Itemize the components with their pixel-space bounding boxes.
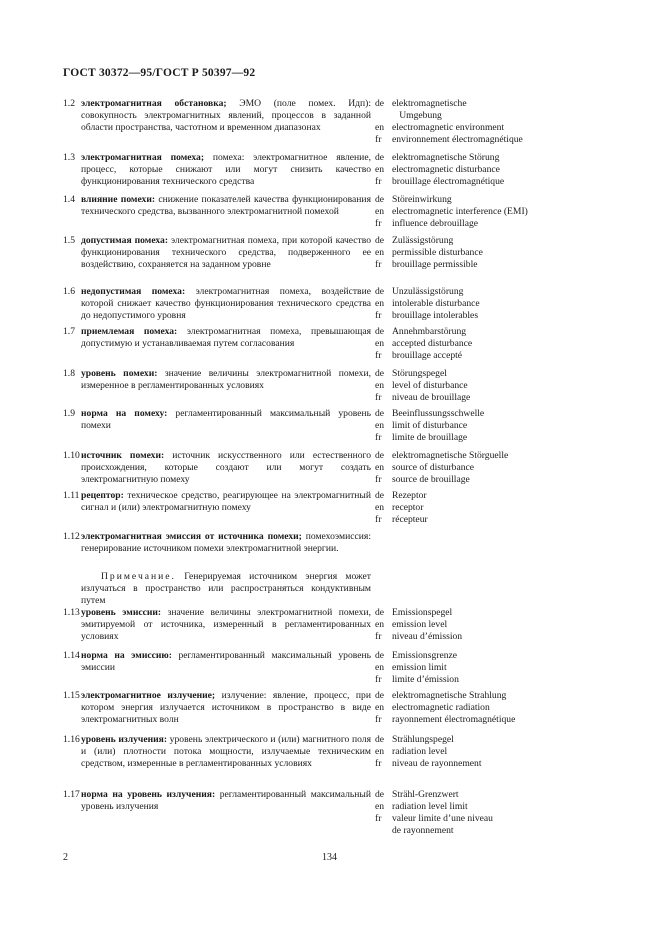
language-code: de	[375, 194, 385, 205]
translations	[375, 789, 605, 837]
translated-term: emission limit	[392, 662, 447, 673]
definition-text: излучение: явление, процесс, при котором энергия излучается источником в пространство в виде электромагнитных волн	[81, 690, 371, 725]
translated-term: Emissionsgrenze	[392, 650, 458, 661]
translation-row	[375, 176, 605, 188]
translation-row	[375, 368, 605, 380]
translation-row	[375, 380, 605, 392]
term-name: недопустимая помеха:	[81, 286, 186, 297]
translations	[375, 408, 605, 444]
translation-row	[375, 235, 605, 247]
language-code: fr	[375, 310, 382, 321]
translated-term: Strählungspegel	[392, 734, 454, 745]
language-code: de	[375, 98, 385, 109]
term-definition	[81, 368, 371, 392]
translation-row	[375, 350, 605, 362]
translated-term: intolerable disturbance	[392, 298, 480, 309]
language-code: en	[375, 206, 385, 217]
translated-term: Beeinflussungsschwelle	[392, 408, 485, 419]
translation-row	[375, 450, 605, 462]
translated-term: electromagnetic environment	[392, 122, 505, 133]
translation-row	[375, 286, 605, 298]
translation-row	[375, 490, 605, 502]
translated-term: brouillage accepté	[392, 350, 463, 361]
translated-term: Rezeptor	[392, 490, 427, 501]
language-code: en	[375, 502, 385, 513]
term-number: 1.7	[63, 326, 75, 337]
term-name: уровень излучения:	[81, 734, 168, 745]
language-code: en	[375, 746, 385, 757]
language-code: de	[375, 368, 385, 379]
translated-term: Strähl-Grenzwert	[392, 789, 459, 800]
translation-row	[375, 206, 605, 218]
translation-row	[375, 122, 605, 134]
term-definition	[81, 152, 371, 188]
translation-row	[375, 514, 605, 526]
term-definition	[81, 194, 371, 218]
translation-row	[375, 502, 605, 514]
language-code	[375, 825, 392, 837]
translation-row	[375, 194, 605, 206]
translation-row	[375, 259, 605, 271]
translated-term: Annehmbarstörung	[392, 326, 467, 337]
term-number: 1.17	[63, 789, 80, 800]
term-number: 1.16	[63, 734, 80, 745]
translation-row	[375, 690, 605, 702]
translated-term: electromagnetic disturbance	[392, 164, 500, 175]
term-name: электромагнитная обстановка;	[81, 98, 227, 109]
language-code: de	[375, 789, 385, 800]
term-number: 1.15	[63, 690, 80, 701]
translation-row	[375, 631, 605, 643]
term-name: электромагнитное излучение;	[81, 690, 216, 701]
translation-row	[375, 789, 605, 801]
translation-row	[375, 650, 605, 662]
language-code: fr	[375, 674, 382, 685]
term-definition	[81, 650, 371, 674]
language-code: en	[375, 380, 385, 391]
translation-row	[375, 607, 605, 619]
term-number: 1.9	[63, 408, 75, 419]
term-name: норма на эмиссию:	[81, 650, 172, 661]
translation-row	[375, 134, 605, 146]
translation-row	[375, 218, 605, 230]
translated-term: Störungspegel	[392, 368, 447, 379]
definition-text: значение величины электромагнитной помехи, измеренное в регламентированных условиях	[81, 368, 371, 391]
translations	[375, 286, 605, 322]
definition-text: источник искусственного или естественного происхождения, которые создают или могут создать электромагнитную помеху	[81, 450, 371, 485]
term-definition	[81, 326, 371, 350]
term-number: 1.3	[63, 152, 75, 163]
language-code: fr	[375, 758, 382, 769]
translation-row	[375, 702, 605, 714]
translated-term: influence debrouillage	[392, 218, 479, 229]
translated-term: level of disturbance	[392, 380, 468, 391]
translations	[375, 734, 605, 770]
term-number: 1.12	[63, 531, 80, 542]
translation-row	[375, 247, 605, 259]
translated-term: receptor	[392, 502, 424, 513]
translation-row	[375, 734, 605, 746]
language-code: en	[375, 801, 385, 812]
term-name: уровень помехи:	[81, 368, 158, 379]
translated-term: elektromagnetische Störung	[392, 152, 500, 163]
translation-row	[375, 801, 605, 813]
language-code: fr	[375, 474, 382, 485]
translated-term: limite d’émission	[392, 674, 459, 685]
translations	[375, 607, 605, 643]
term-number: 1.5	[63, 235, 75, 246]
translated-term: Umgebung	[392, 110, 442, 121]
translated-term: limit of disturbance	[392, 420, 468, 431]
translated-term: brouillage électromagnétique	[392, 176, 505, 187]
translation-row	[375, 152, 605, 164]
language-code: fr	[375, 714, 382, 725]
definition-text: снижение показателей качества функционирования технического средства, вызванного электромагнитной помехой	[81, 194, 371, 217]
language-code: fr	[375, 134, 382, 145]
term-definition	[81, 490, 371, 514]
language-code: de	[375, 607, 385, 618]
language-code: fr	[375, 350, 382, 361]
note-block	[81, 571, 371, 607]
language-code: fr	[375, 392, 382, 403]
language-code: de	[375, 326, 385, 337]
translation-row	[375, 825, 605, 837]
language-code: en	[375, 662, 385, 673]
language-code: fr	[375, 432, 382, 443]
definition-text: регламентированный максимальный уровень эмиссии	[81, 650, 371, 673]
language-code: de	[375, 490, 385, 501]
translations	[375, 690, 605, 726]
language-code	[375, 110, 392, 122]
translated-term: Unzulässigstörung	[392, 286, 464, 297]
translation-row	[375, 420, 605, 432]
language-code: de	[375, 286, 385, 297]
translation-row	[375, 392, 605, 404]
translations	[375, 650, 605, 686]
translated-term: radiation level	[392, 746, 448, 757]
translated-term: emission level	[392, 619, 448, 630]
translated-term: de rayonnement	[392, 825, 454, 836]
translation-row	[375, 110, 605, 122]
term-name: электромагнитная помеха;	[81, 152, 205, 163]
translated-term: electromagnetic interference (EMI)	[392, 206, 528, 217]
translated-term: source de brouillage	[392, 474, 470, 485]
term-definition	[81, 734, 371, 770]
translation-row	[375, 326, 605, 338]
translated-term: radiation level limit	[392, 801, 468, 812]
translation-row	[375, 98, 605, 110]
term-number: 1.11	[63, 490, 80, 501]
term-number: 1.8	[63, 368, 75, 379]
translated-term: niveau d’émission	[392, 631, 463, 642]
language-code: de	[375, 235, 385, 246]
term-name: электромагнитная эмиссия от источника помехи;	[81, 531, 302, 542]
translated-term: Emissionspegel	[392, 607, 453, 618]
translated-term: valeur limite d’une niveau	[392, 813, 493, 824]
definition-text: уровень электрического и (или) магнитного поля и (или) плотности потока мощности, излучаемые техническим средством, измеренные в регламентированных условиях	[81, 734, 371, 769]
translations	[375, 235, 605, 271]
term-number: 1.6	[63, 286, 75, 297]
note-label: Примечание.	[101, 571, 176, 582]
translated-term: environnement électromagnétique	[392, 134, 523, 145]
term-number: 1.10	[63, 450, 80, 461]
term-definition	[81, 408, 371, 432]
language-code: de	[375, 650, 385, 661]
note-text: Генерируемая источником энергия может излучаться в пространство или распространяться кондуктивным путем	[81, 571, 371, 606]
translation-row	[375, 432, 605, 444]
translation-row	[375, 310, 605, 322]
language-code: en	[375, 619, 385, 630]
term-name: допустимая помеха:	[81, 235, 169, 246]
translation-row	[375, 619, 605, 631]
language-code: en	[375, 420, 385, 431]
term-definition	[81, 235, 371, 271]
translation-row	[375, 298, 605, 310]
definition-text: помехоэмиссия: генерирование источником помехи электромагнитной энергии.	[81, 531, 371, 554]
language-code: en	[375, 338, 385, 349]
language-code: de	[375, 450, 385, 461]
translation-row	[375, 408, 605, 420]
term-definition	[81, 690, 371, 726]
translation-row	[375, 813, 605, 825]
term-definition	[81, 286, 371, 322]
translated-term: Zulässigstörung	[392, 235, 454, 246]
translated-term: limite de brouillage	[392, 432, 468, 443]
translation-row	[375, 758, 605, 770]
translation-row	[375, 462, 605, 474]
language-code: en	[375, 298, 385, 309]
term-number: 1.4	[63, 194, 75, 205]
translated-term: récepteur	[392, 514, 428, 525]
translated-term: elektromagnetische Strahlung	[392, 690, 507, 701]
term-number: 1.13	[63, 607, 80, 618]
language-code: de	[375, 690, 385, 701]
term-name: уровень эмиссии:	[81, 607, 162, 618]
language-code: en	[375, 702, 385, 713]
term-name: влияние помехи:	[81, 194, 156, 205]
definition-text: электромагнитная помеха, при которой качество функционирования технического средства, подверженного ее воздействию, сохраняется на заданном уровне	[81, 235, 371, 270]
term-name: источник помехи:	[81, 450, 165, 461]
term-name: норма на помеху:	[81, 408, 168, 419]
translated-term: rayonnement électromagnétique	[392, 714, 516, 725]
language-code: fr	[375, 514, 382, 525]
translated-term: niveau de brouillage	[392, 392, 471, 403]
language-code: fr	[375, 176, 382, 187]
definition-text: регламентированный максимальный уровень помехи	[81, 408, 371, 431]
translated-term: elektromagnetische Störguelle	[392, 450, 509, 461]
language-code: fr	[375, 813, 382, 824]
translation-row	[375, 338, 605, 350]
translation-row	[375, 474, 605, 486]
translation-row	[375, 674, 605, 686]
translations	[375, 490, 605, 526]
document-header: ГОСТ 30372—95/ГОСТ Р 50397—92	[63, 67, 256, 79]
language-code: de	[375, 734, 385, 745]
translated-term: elektromagnetische	[392, 98, 467, 109]
translated-term: niveau de rayonnement	[392, 758, 482, 769]
term-number: 1.2	[63, 98, 75, 109]
language-code: en	[375, 122, 385, 133]
term-definition	[81, 607, 371, 643]
translations	[375, 98, 605, 146]
definition-text: электромагнитная помеха, превышающая допустимую и устанавливаемая путем согласования	[81, 326, 371, 349]
translated-term: permissible disturbance	[392, 247, 483, 258]
translation-row	[375, 746, 605, 758]
term-name: норма на уровень излучения:	[81, 789, 216, 800]
language-code: de	[375, 152, 385, 163]
definition-text: значение величины электромагнитной помехи, эмитируемой от источника, измеренный в регламентированных условиях	[81, 607, 371, 642]
term-definition	[81, 531, 371, 555]
translated-term: brouillage permissible	[392, 259, 478, 270]
translations	[375, 194, 605, 230]
language-code: fr	[375, 631, 382, 642]
language-code: de	[375, 408, 385, 419]
language-code: fr	[375, 259, 382, 270]
translated-term: electromagnetic radiation	[392, 702, 490, 713]
translations	[375, 326, 605, 362]
term-definition	[81, 450, 371, 486]
definition-text: ЭМО (поле помех. Идп): совокупность электромагнитных явлений, процессов в заданной области пространства, частотном и временном диапазонах	[81, 98, 372, 133]
translation-row	[375, 714, 605, 726]
term-name: рецептор:	[81, 490, 124, 501]
translated-term: brouillage intolerables	[392, 310, 479, 321]
term-definition	[81, 98, 371, 134]
translations	[375, 152, 605, 188]
term-name: приемлемая помеха:	[81, 326, 178, 337]
language-code: fr	[375, 218, 382, 229]
translations	[375, 450, 605, 486]
definition-text: электромагнитная помеха, воздействие которой снижает качество функционирования технического средства до недопустимого уровня	[81, 286, 371, 321]
translations	[375, 368, 605, 404]
translation-row	[375, 164, 605, 176]
definition-text: помеха: электромагнитное явление, процесс, которые снижают или могут снизить качество функционирования технического средства	[81, 152, 371, 187]
language-code: en	[375, 462, 385, 473]
definition-text: регламентированный максимальный уровень излучения	[81, 789, 371, 812]
term-number: 1.14	[63, 650, 80, 661]
language-code: en	[375, 247, 385, 258]
definition-text: техническое средство, реагирующее на электромагнитный сигнал и (или) электромагнитную помеху	[81, 490, 371, 513]
term-definition	[81, 789, 371, 813]
page-number-left: 2	[63, 852, 68, 863]
translated-term: source of disturbance	[392, 462, 475, 473]
language-code: en	[375, 164, 385, 175]
translation-row	[375, 662, 605, 674]
translated-term: accepted disturbance	[392, 338, 473, 349]
page-number-center: 134	[322, 852, 337, 863]
translated-term: Störeinwirkung	[392, 194, 452, 205]
